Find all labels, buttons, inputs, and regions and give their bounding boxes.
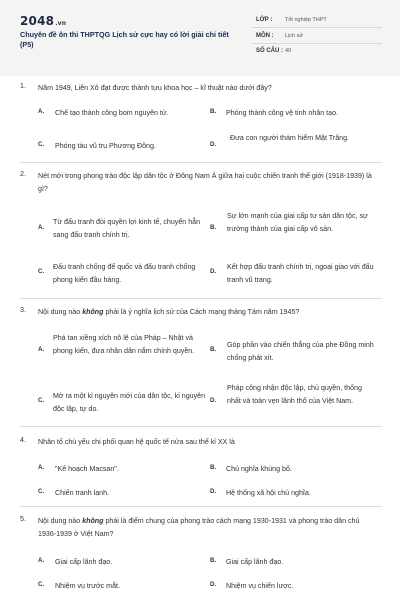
option-letter-d: D. xyxy=(210,268,217,275)
question-divider xyxy=(20,162,382,163)
meta-divider xyxy=(252,27,382,28)
option-c[interactable]: Mở ra một kỉ nguyên mới của dân tộc, kỉ nguyên độc lập, tự do. xyxy=(53,392,206,413)
logo-text: 2048 xyxy=(20,14,55,28)
question-text: Nội dung nào không phải là điểm chung của phong trào cách mạng 1930-1931 và phong trào dân chủ 1936-1939 ở Việt Nam? xyxy=(38,517,360,538)
meta-label-count: SỐ CÂU : xyxy=(256,48,283,54)
meta-label-class: LỚP : xyxy=(256,17,273,23)
option-letter-d: D. xyxy=(210,141,217,148)
option-letter-a: A. xyxy=(38,224,45,231)
question-number: 5. xyxy=(20,515,26,523)
option-a[interactable]: Phá tan xiềng xích nô lệ của Pháp – Nhật và phong kiến, đưa nhân dân nắm chính quyền. xyxy=(53,334,195,355)
meta-value-count: 40 xyxy=(285,48,292,54)
option-b[interactable]: Góp phần vào chiến thắng của phe Đồng minh chống phát xít. xyxy=(227,341,374,362)
question-number: 3. xyxy=(20,306,26,314)
question-divider xyxy=(20,506,382,507)
site-logo[interactable] xyxy=(20,14,66,28)
option-c[interactable]: Nhiệm vụ trước mắt. xyxy=(55,582,120,590)
option-letter-a: A. xyxy=(38,346,45,353)
option-letter-b: B. xyxy=(210,346,217,353)
logo-tld: .vn xyxy=(55,20,67,27)
question-number: 4. xyxy=(20,436,26,444)
question-divider xyxy=(20,426,382,427)
option-letter-c: C. xyxy=(38,141,45,148)
option-letter-c: C. xyxy=(38,397,45,404)
meta-divider xyxy=(252,43,382,44)
meta-value-class: Tốt nghiệp THPT xyxy=(285,17,327,23)
option-c[interactable]: Chiến tranh lạnh. xyxy=(55,489,110,497)
keyword-not: không xyxy=(82,517,104,525)
option-letter-c: C. xyxy=(38,488,45,495)
option-d[interactable]: Nhiệm vụ chiến lược. xyxy=(226,582,294,590)
option-letter-a: A. xyxy=(38,108,45,115)
option-b[interactable]: Phóng thành công vệ tinh nhân tạo. xyxy=(226,109,339,117)
option-a[interactable]: Chế tạo thành công bom nguyên tử. xyxy=(55,109,169,117)
option-letter-c: C. xyxy=(38,581,45,588)
option-d[interactable]: Pháp công nhận độc lập, chủ quyền, thống nhất và toàn vẹn lãnh thổ của Việt Nam. xyxy=(227,384,362,405)
option-d[interactable]: Kết hợp đấu tranh chính trị, ngoại giao với đấu tranh vũ trang. xyxy=(227,263,374,284)
question-text: Nét mới trong phong trào độc lập dân tộc ở Đông Nam Á giữa hai cuộc chiến tranh thế giới (1918-1939) là gì? xyxy=(38,172,372,193)
option-a[interactable]: Giai cấp lãnh đạo. xyxy=(55,558,113,566)
option-letter-d: D. xyxy=(210,488,217,495)
question-divider xyxy=(20,298,382,299)
option-letter-d: D. xyxy=(210,581,217,588)
option-b[interactable]: Chủ nghĩa khủng bố. xyxy=(226,465,292,473)
question-text: Nhân tố chủ yếu chi phối quan hệ quốc tế nửa sau thế kỉ XX là xyxy=(38,438,235,446)
option-b[interactable]: Sự lớn mạnh của giai cấp tư sản dân tộc, sự trưởng thành của giai cấp vô sản. xyxy=(227,212,368,233)
option-c[interactable]: Phóng tàu vũ trụ Phương Đông. xyxy=(55,142,156,150)
question-text: Nội dung nào không phải là ý nghĩa lịch sử của Cách mạng tháng Tám năm 1945? xyxy=(38,308,300,316)
option-a[interactable]: "Kế hoạch Macsan". xyxy=(55,465,119,473)
option-b[interactable]: Giai cấp lãnh đạo. xyxy=(226,558,284,566)
meta-value-subject: Lịch sử xyxy=(285,33,304,39)
option-letter-b: B. xyxy=(210,224,217,231)
option-letter-a: A. xyxy=(38,557,45,564)
option-letter-d: D. xyxy=(210,397,217,404)
option-d[interactable]: Hệ thống xã hội chủ nghĩa. xyxy=(226,489,311,497)
option-d[interactable]: Đưa con người thám hiểm Mặt Trăng. xyxy=(230,134,350,142)
document-title: Chuyên đề ôn thi THPTQG Lịch sử cực hay có lời giải chi tiết (P5) xyxy=(20,30,229,49)
document-header xyxy=(0,0,400,76)
question-text: Năm 1949, Liên Xô đạt được thành tựu khoa học – kĩ thuật nào dưới đây? xyxy=(38,84,272,92)
meta-label-subject: MÔN : xyxy=(256,33,274,39)
question-number: 2. xyxy=(20,170,26,178)
question-number: 1. xyxy=(20,82,26,90)
option-letter-b: B. xyxy=(210,108,217,115)
option-letter-b: B. xyxy=(210,557,217,564)
keyword-not: không xyxy=(82,308,104,316)
option-a[interactable]: Từ đấu tranh đòi quyền lợi kinh tế, chuyển hẳn sang đấu tranh chính trị. xyxy=(53,218,201,239)
option-letter-b: B. xyxy=(210,464,217,471)
option-c[interactable]: Đấu tranh chống đế quốc và đấu tranh chống phong kiến đầu hàng. xyxy=(53,263,196,284)
option-letter-a: A. xyxy=(38,464,45,471)
option-letter-c: C. xyxy=(38,268,45,275)
